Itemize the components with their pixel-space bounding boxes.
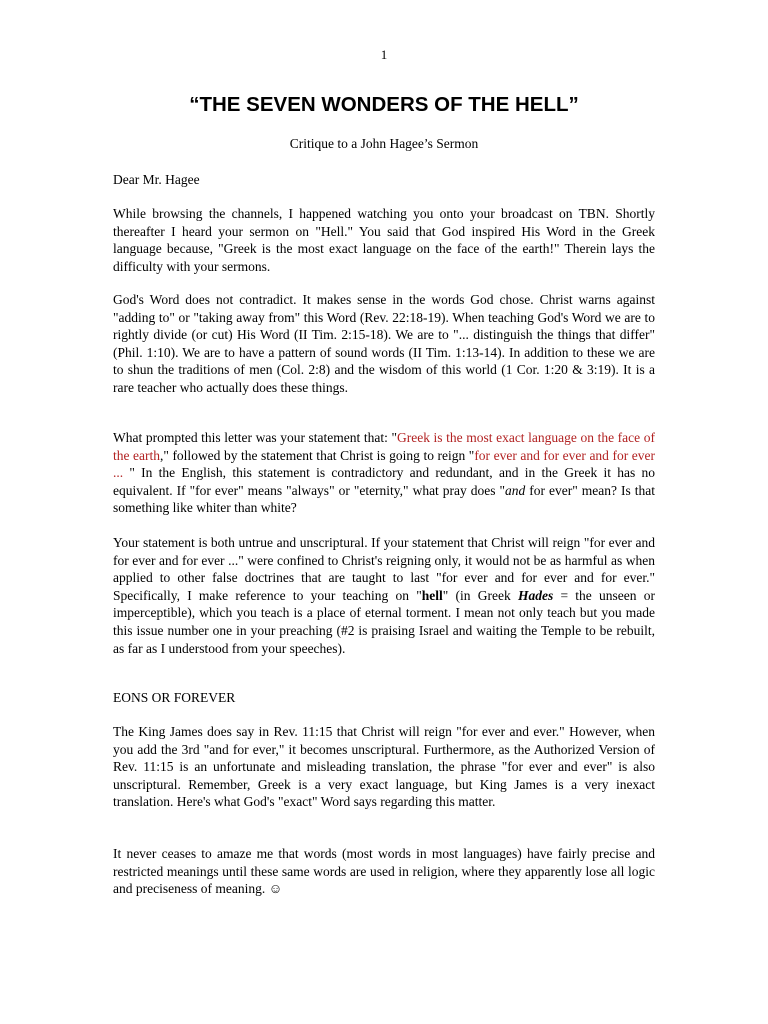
p3-red-quote-1: Greek is the most exact language on the face of the earth — [113, 430, 655, 463]
p4-text-b: " (in Greek — [442, 587, 518, 603]
p3-emphasis: and — [505, 482, 526, 498]
p3-text-c: " In the English, this statement is contradictory and redundant, and in the Greek it has no equivalent. If "for ever" means "always" or "eternity," what pray does " — [113, 465, 655, 498]
paragraph-3 — [113, 429, 655, 517]
document-subtitle: Critique to a John Hagee’s Sermon — [289, 136, 479, 151]
paragraph-2: God's Word does not contradict. It makes sense in the words God chose. Christ warns against "adding to" or "taking away from" this Word (Rev. 22:18-19). When teaching God's Word we are to rightly divide (or cut) His Word (II Tim. 2:15-18). We are to "... distinguish the things that differ" (Phil. 1:10). We are to have a pattern of sound words (II Tim. 1:13-14). In addition to these we are to shun the traditions of men (Col. 2:8) and the wisdom of this world (1 Cor. 1:20 & 3:19). It is a rare teacher who actually does these things. — [113, 292, 655, 395]
p3-red-quote-2: for ever and for ever and for ever ... — [113, 447, 655, 481]
p4-bold-hell: hell — [421, 587, 443, 603]
paragraph-1: While browsing the channels, I happened watching you onto your broadcast on TBN. Shortly thereafter I heard your sermon on "Hell." You said that God inspired His Word in the Greek language because, "Greek is the most exact language on the face of the earth!" Therein lays the difficulty with your sermons. — [113, 206, 655, 274]
section-heading: EONS OR FOREVER — [113, 690, 236, 705]
paragraph-4 — [113, 534, 655, 657]
p4-text-c: = the unseen or imperceptible), which you teach is a place of eternal torment. I mean not only teach but you made this issue number one in your preaching (#2 is praising Israel and waiting the Temple to be rebuilt, as far as I understood from your speeches). — [113, 587, 655, 656]
page-number: 1 — [380, 47, 388, 62]
p3-text-d: for ever" mean? Is that something like whiter than white? — [113, 482, 655, 516]
paragraph-5: The King James does say in Rev. 11:15 that Christ will reign "for ever and ever." However, when you add the 3rd "and for ever," it becomes unscriptural. Furthermore, as the Authorized Version of Rev. 11:15 is an unfortunate and misleading translation, the phrase "for ever and ever" is also unscriptural. Remember, Greek is a very exact language, but King James is a very inexact translation. Here's what God's "exact" Word says regarding this matter. — [113, 724, 655, 810]
document-title: “THE SEVEN WONDERS OF THE HELL” — [189, 93, 579, 116]
p4-text-a: Your statement is both untrue and unscriptural. If your statement that Christ will reign "for ever and for ever and for ever ..." were confined to Christ's reigning only, it would not be as harmful as when applied to other false doctrines that are taught to last "for ever and for ever and for ever." Specifically, I make reference to your teaching on " — [113, 535, 655, 603]
p3-text-a: What prompted this letter was your statement that: " — [113, 430, 397, 445]
p4-bold-italic-hades: Hades — [517, 587, 554, 603]
salutation: Dear Mr. Hagee — [113, 172, 200, 187]
paragraph-6: It never ceases to amaze me that words (most words in most languages) have fairly precise and restricted meanings until these same words are used in religion, where they apparently lose all logic and preciseness of meaning. ☺ — [113, 846, 655, 897]
p3-text-b: ," followed by the statement that Christ is going to reign " — [160, 447, 475, 463]
